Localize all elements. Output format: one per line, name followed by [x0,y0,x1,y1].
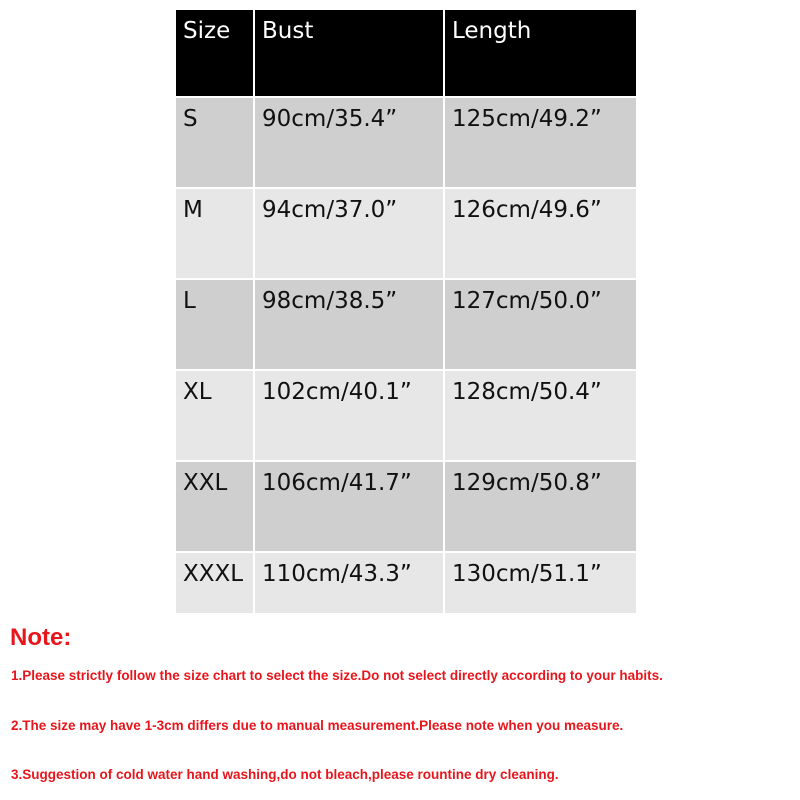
cell-length: 128cm/50.4” [445,371,636,462]
cell-bust: 110cm/43.3” [255,553,445,613]
table-row [176,462,636,553]
table-row [176,280,636,371]
table-row [176,189,636,280]
note-line-3: 3.Suggestion of cold water hand washing,do not bleach,please rountine dry cleaning. [11,767,559,782]
cell-bust: 98cm/38.5” [255,280,445,371]
header-length: Length [445,10,636,98]
cell-size: L [176,280,255,371]
note-title: Note: [10,624,72,651]
size-chart-table [176,10,636,613]
table-row [176,98,636,189]
cell-length: 126cm/49.6” [445,189,636,280]
cell-bust: 106cm/41.7” [255,462,445,553]
cell-length: 130cm/51.1” [445,553,636,613]
note-line-1: 1.Please strictly follow the size chart to select the size.Do not select directly according to your habits. [11,668,663,683]
cell-length: 127cm/50.0” [445,280,636,371]
header-bust: Bust [255,10,445,98]
table-header-row [176,10,636,98]
cell-length: 129cm/50.8” [445,462,636,553]
cell-size: XL [176,371,255,462]
cell-size: XXL [176,462,255,553]
cell-bust: 90cm/35.4” [255,98,445,189]
cell-size: M [176,189,255,280]
note-line-2: 2.The size may have 1-3cm differs due to manual measurement.Please note when you measure. [11,718,624,733]
cell-size: S [176,98,255,189]
cell-length: 125cm/49.2” [445,98,636,189]
cell-bust: 94cm/37.0” [255,189,445,280]
header-size: Size [176,10,255,98]
table-row [176,553,636,613]
cell-size: XXXL [176,553,255,613]
table-row [176,371,636,462]
cell-bust: 102cm/40.1” [255,371,445,462]
